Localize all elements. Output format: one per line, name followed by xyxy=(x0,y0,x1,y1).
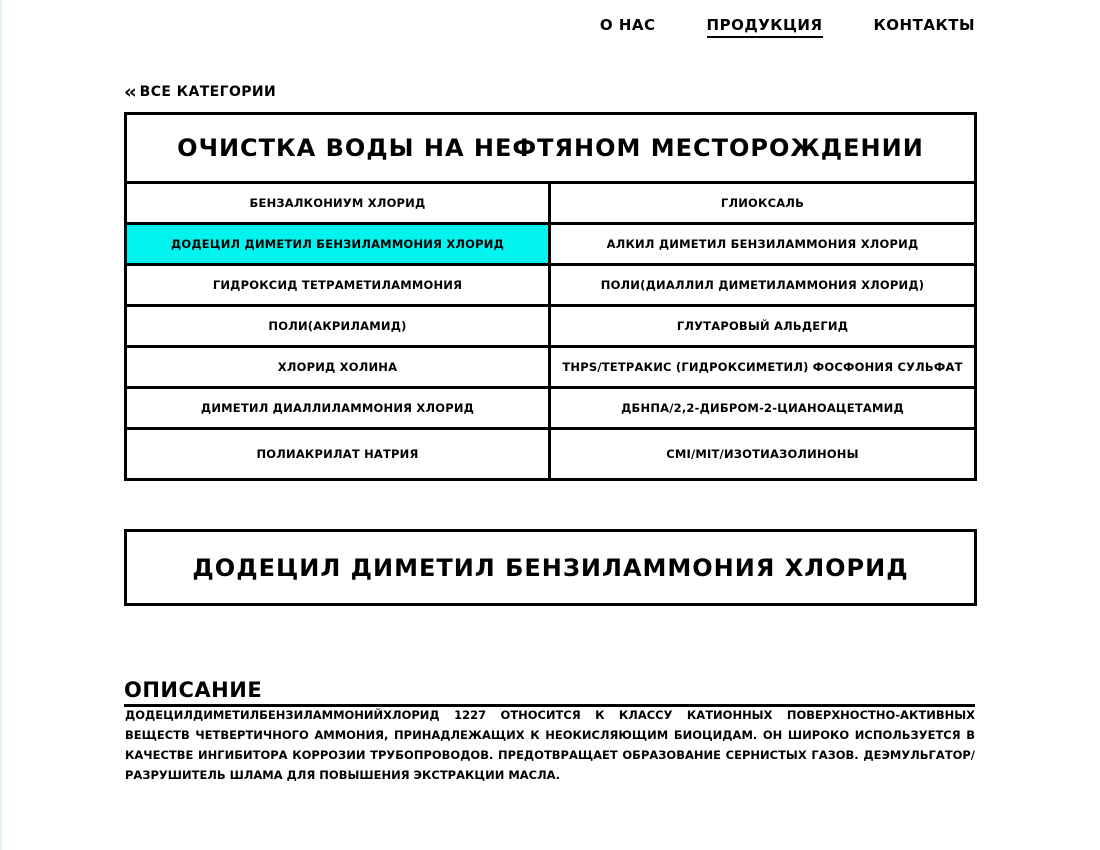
product-cell[interactable]: ГЛУТАРОВЫЙ АЛЬДЕГИД xyxy=(551,307,974,348)
product-cell[interactable]: ДБНПА/2,2-ДИБРОМ-2-ЦИАНОАЦЕТАМИД xyxy=(551,389,974,430)
nav-about[interactable]: О НАС xyxy=(599,16,656,34)
product-cell[interactable]: ПОЛИ(ДИАЛЛИЛ ДИМЕТИЛАММОНИЯ ХЛОРИД) xyxy=(551,266,974,307)
top-nav xyxy=(600,16,975,38)
description-text: ДОДЕЦИЛДИМЕТИЛБЕНЗИЛАММОНИЙХЛОРИД 1227 ОТНОСИТСЯ К КЛАССУ КАТИОННЫХ ПОВЕРХНОСТНО-АКТИВНЫХ ВЕЩЕСТВ ЧЕТВЕРТИЧНОГО АММОНИЯ, ПРИНАДЛЕЖАЩИХ К НЕОКИСЛЯЮЩИМ БИОЦИДАМ. ОН ШИРОКО ИСПОЛЬЗУЕТСЯ В КАЧЕСТВЕ ИНГИБИТОРА КОРРОЗИИ ТРУБОПРОВОДОВ. ПРЕДОТВРАЩАЕТ ОБРАЗОВАНИЕ СЕРНИСТЫХ ГАЗОВ. ДЕЭМУЛЬГАТОР/РАЗРУШИТЕЛЬ ШЛАМА ДЛЯ ПОВЫШЕНИЯ ЭКСТРАКЦИИ МАСЛА. xyxy=(125,708,975,782)
nav-products[interactable]: ПРОДУКЦИЯ xyxy=(707,16,823,38)
description-heading: ОПИСАНИЕ xyxy=(124,678,975,707)
product-title-box xyxy=(124,529,977,606)
product-title: ДОДЕЦИЛ ДИМЕТИЛ БЕНЗИЛАММОНИЯ ХЛОРИД xyxy=(192,553,909,582)
product-cell[interactable]: ГЛИОКСАЛЬ xyxy=(551,184,974,225)
product-cell-selected[interactable]: ДОДЕЦИЛ ДИМЕТИЛ БЕНЗИЛАММОНИЯ ХЛОРИД xyxy=(127,225,551,266)
category-table xyxy=(124,112,977,481)
double-chevron-left-icon: ‹‹ xyxy=(124,81,134,103)
category-title: ОЧИСТКА ВОДЫ НА НЕФТЯНОМ МЕСТОРОЖДЕНИИ xyxy=(127,115,974,184)
product-cell[interactable]: THPS/ТЕТРАКИС (ГИДРОКСИМЕТИЛ) ФОСФОНИЯ СУЛЬФАТ xyxy=(551,348,974,389)
product-cell[interactable]: БЕНЗАЛКОНИУМ ХЛОРИД xyxy=(127,184,551,225)
back-link-label: ВСЕ КАТЕГОРИИ xyxy=(139,84,277,100)
product-cell[interactable]: ПОЛИАКРИЛАТ НАТРИЯ xyxy=(127,430,551,478)
product-cell[interactable]: АЛКИЛ ДИМЕТИЛ БЕНЗИЛАММОНИЯ ХЛОРИД xyxy=(551,225,974,266)
back-to-categories-link[interactable] xyxy=(124,81,277,103)
nav-contacts[interactable]: КОНТАКТЫ xyxy=(873,16,975,34)
product-cell[interactable]: CMI/MIT/ИЗОТИАЗОЛИНОНЫ xyxy=(666,447,859,461)
product-grid xyxy=(127,184,974,478)
product-cell[interactable]: ДИМЕТИЛ ДИАЛЛИЛАММОНИЯ ХЛОРИД xyxy=(127,389,551,430)
product-cell[interactable]: ГИДРОКСИД ТЕТРАМЕТИЛАММОНИЯ xyxy=(127,266,551,307)
product-cell[interactable]: ХЛОРИД ХОЛИНА xyxy=(127,348,551,389)
page-edge xyxy=(0,0,2,850)
product-cell[interactable]: ПОЛИ(АКРИЛАМИД) xyxy=(127,307,551,348)
